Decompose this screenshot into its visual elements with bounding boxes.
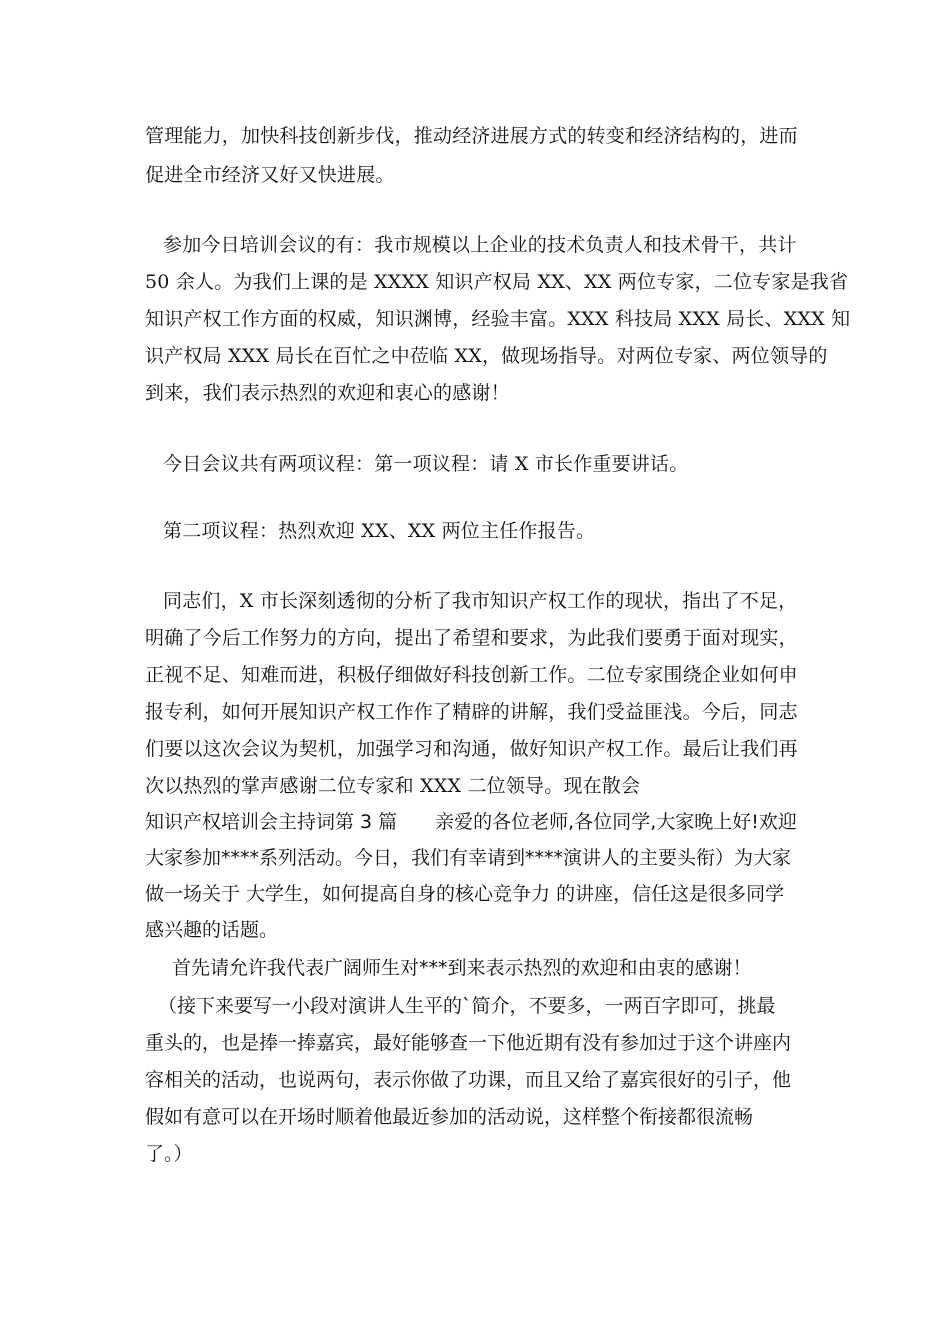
text-line: 管理能力，加快科技创新步伐，推动经济进展方式的转变和经济结构的，进而 [145,125,798,147]
text-line: 感兴趣的话题。 [145,919,279,941]
text-line: 假如有意可以在开场时顺着他最近参加的活动说，这样整个衔接都很流畅 [145,1106,754,1128]
text-line: 到来，我们表示热烈的欢迎和衷心的感谢！ [145,382,510,404]
text-line: 做一场关于 大学生，如何提高自身的核心竞争力 的讲座，信任这是很多同学 [145,883,785,905]
text-line: 今日会议共有两项议程：第一项议程：请 X 市长作重要讲话。 [163,453,689,475]
text-line: 容相关的活动，也说两句，表示你做了功课，而且又给了嘉宾很好的引子，他 [145,1069,792,1091]
text-line: 报专利，如何开展知识产权工作作了精辟的讲解，我们受益匪浅。今后，同志 [145,701,798,723]
text-line: 正视不足、知难而进，积极仔细做好科技创新工作。二位专家围绕企业如何申 [145,664,798,686]
text-line: 知识产权培训会主持词第 3 篇 亲爱的各位老师,各位同学,大家晚上好!欢迎 [145,811,797,833]
text-line: 识产权局 XXX 局长在百忙之中莅临 XX，做现场指导。对两位专家、两位领导的 [145,345,828,367]
text-line: 们要以这次会议为契机，加强学习和沟通，做好知识产权工作。最后让我们再 [145,738,798,760]
text-line: 50 余人。为我们上课的是 XXXX 知识产权局 XX、XX 两位专家，二位专家是我省 [145,271,849,293]
text-line: 同志们，X 市长深刻透彻的分析了我市知识产权工作的现状，指出了不足， [163,590,798,612]
text-line: 首先请允许我代表广阔师生对***到来表示热烈的欢迎和由衷的感谢！ [172,957,752,979]
text-line: 了。） [145,1143,193,1165]
text-line: 次以热烈的掌声感谢二位专家和 XXX 二位领导。现在散会 [145,775,641,797]
text-line: 第二项议程：热烈欢迎 XX、XX 两位主任作报告。 [163,520,596,542]
text-line: 明确了今后工作努力的方向，提出了希望和要求，为此我们要勇于面对现实， [145,627,798,649]
text-line: 参加今日培训会议的有：我市规模以上企业的技术负责人和技术骨干，共计 [163,234,797,256]
text-line: （接下来要写一小段对演讲人生平的`简介，不要多，一两百字即可，挑最 [158,995,776,1017]
text-line: 大家参加****系列活动。今日，我们有幸请到****演讲人的主要头衔）为大家 [145,847,792,869]
text-line: 知识产权工作方面的权威，知识渊博，经验丰富。XXX 科技局 XXX 局长、XXX 知 [145,308,851,330]
text-line: 促进全市经济又好又快进展。 [145,164,395,186]
text-line: 重头的，也是捧一捧嘉宾，最好能够查一下他近期有没有参加过于这个讲座内 [145,1032,792,1054]
